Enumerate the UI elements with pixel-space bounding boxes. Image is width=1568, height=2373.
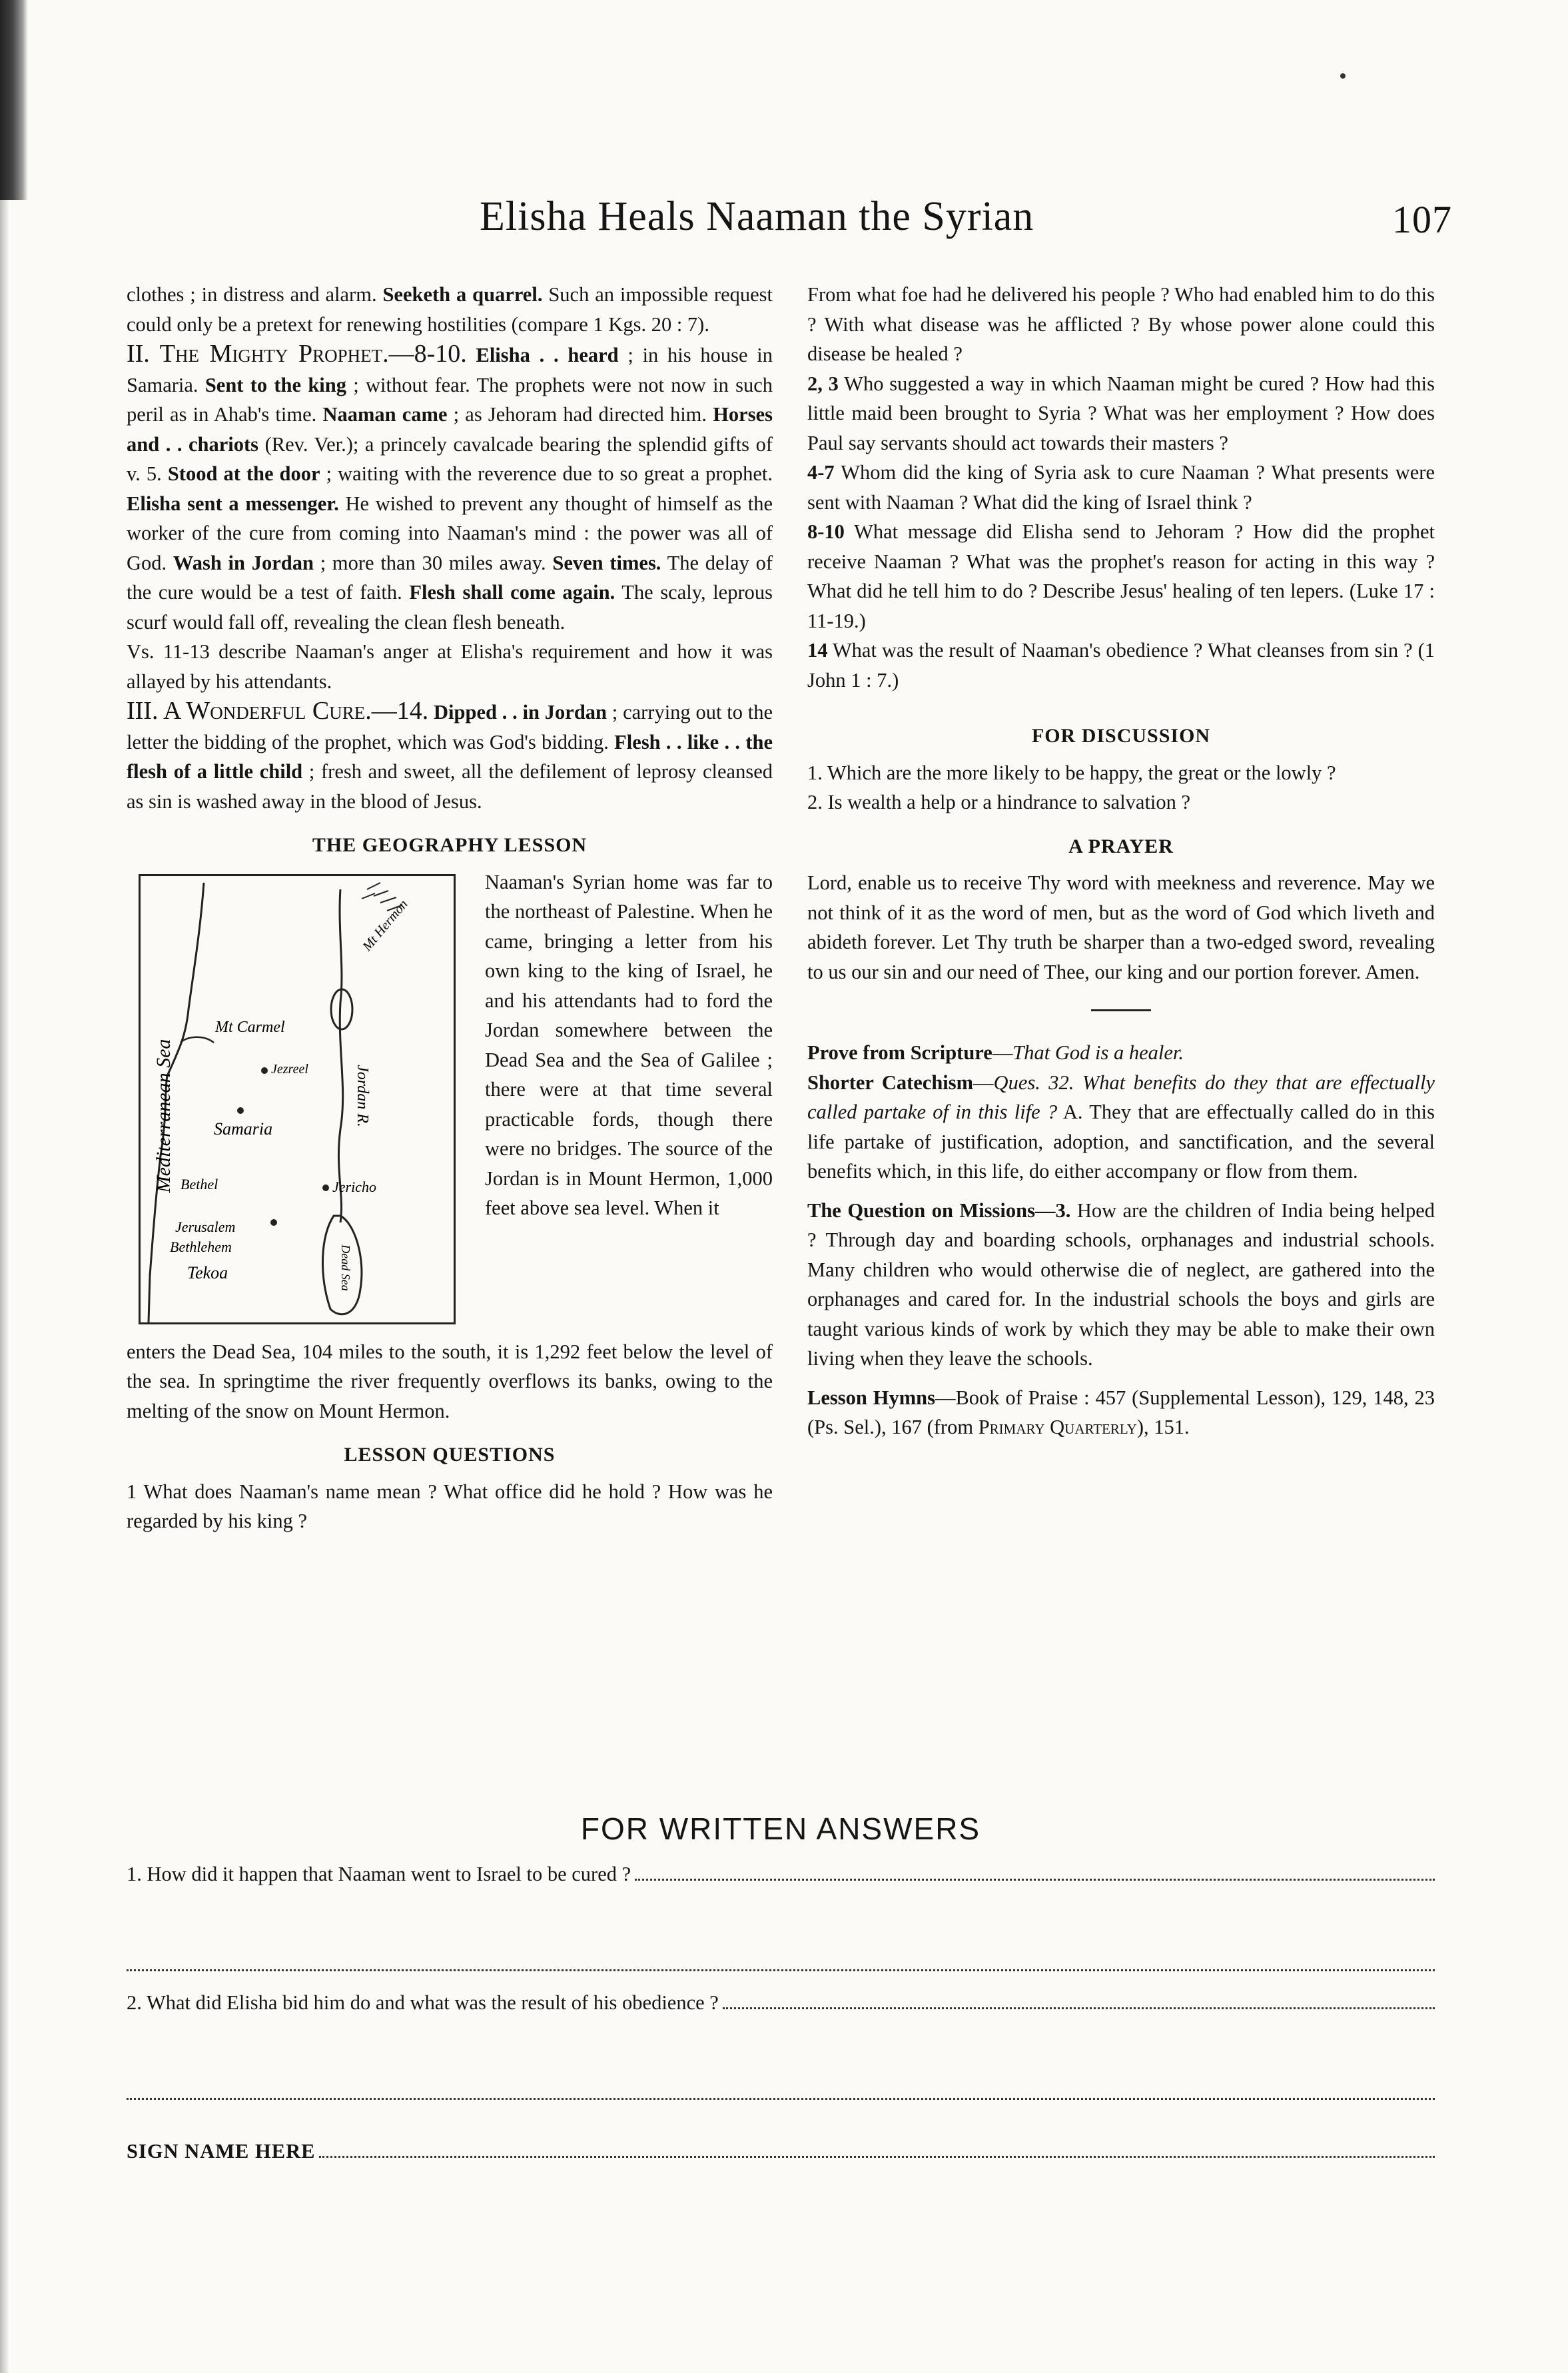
text-run: Who suggested a way in which Naaman might be cured ? How had this little maid been brought to Syria ? What was her employment ? How does Paul say servants should act towards their masters ? xyxy=(807,372,1435,454)
map-label-samaria: Samaria xyxy=(214,1119,273,1139)
ink-speck xyxy=(1340,73,1346,79)
text-run: Stood at the door xyxy=(167,462,320,485)
text-run: Primary Quarterly xyxy=(978,1416,1137,1438)
text-run: The Question on Missions—3. xyxy=(807,1198,1071,1222)
discussion-heading: FOR DISCUSSION xyxy=(1031,725,1211,747)
answer-line-2b[interactable] xyxy=(127,2031,1435,2100)
shorter-catechism xyxy=(807,1068,1435,1186)
text-run: ; without fear. The prophets were not now in such peril as in Ahab's time. xyxy=(127,373,773,426)
map-dot-samaria xyxy=(237,1107,244,1114)
text-run: Seven times. xyxy=(552,551,661,574)
text-run: ; waiting with the reverence due to so great a prophet. xyxy=(320,462,773,485)
prayer-text: Lord, enable us to receive Thy word with meekness and reverence. May we not think of it as the word of men, but as the word of God which liveth and abideth forever. Let Thy truth be sharper than a two-edged sword, revealing to us our sin and our need of Thee, our king and our portion forever. Amen. xyxy=(807,871,1435,983)
sign-name-label: SIGN NAME HERE xyxy=(127,2140,316,2162)
written-question-2 xyxy=(127,1991,1435,2031)
text-run: ; more than 30 miles away. xyxy=(313,551,553,574)
answer-line-1b[interactable] xyxy=(127,1903,1435,1971)
binding-edge xyxy=(0,0,28,200)
signature-line xyxy=(127,2140,1435,2163)
text-run: Naaman's Syrian home was far to the northeast of Palestine. When he came, bringing a letter from his own king to the king of Israel, he and his attendants had to ford the Jordan somewhere between the Dead Sea and the Sea of Galilee ; there were at that time several practicable fords, though there were no bridges. The source of the Jordan is in Mount Hermon, 1,000 feet above sea level. When it xyxy=(485,870,773,1219)
written-answers xyxy=(127,1811,1435,2163)
map-carmel-cape xyxy=(181,1037,214,1042)
text-run: Sent to the king xyxy=(204,373,346,396)
text-run: Lesson Hymns xyxy=(807,1386,935,1409)
lesson-hymns xyxy=(807,1383,1435,1442)
map-label-jezreel: Jezreel xyxy=(271,1061,308,1077)
section-divider xyxy=(1091,1009,1151,1011)
text-run: That God is a healer. xyxy=(1012,1041,1184,1064)
text-run: The scaly, leprous scurf would fall off, revealing the clean flesh beneath. xyxy=(127,581,773,634)
prove-from-scripture xyxy=(807,1038,1435,1068)
text-run: What message did Elisha send to Jehoram ? How did the prophet receive Naaman ? What was the prophet's reason for acting in this way ? What did he tell him to do ? Describe Jesus' healing of ten lepers. (Luke 17 : 11-19.) xyxy=(807,520,1435,632)
map-label-jericho: Jericho xyxy=(332,1178,376,1195)
text-run: He wished to prevent any thought of himself as the worker of the cure from coming into Naaman's mind : the power was all of God. xyxy=(127,492,773,574)
question-1-cont xyxy=(807,280,1435,369)
text-run: 1 What does Naaman's name mean ? What office did he hold ? How was he regarded by his king ? xyxy=(127,1480,773,1532)
binding-shadow xyxy=(0,200,9,2373)
text-run: 8-10 xyxy=(807,520,845,543)
text-run: A. They that are effectually called do in this life partake of justification, adoption, and sanctification, and the several benefits which, in this life, do either accompany or flow from them. xyxy=(807,1101,1435,1183)
geography-side-text xyxy=(485,867,773,1223)
text-run: Naaman came xyxy=(322,403,448,426)
text-run: Flesh . . like . . the flesh of a little child xyxy=(127,730,773,783)
right-column xyxy=(807,280,1435,1442)
text-run: Dipped . . in Jordan xyxy=(428,701,607,723)
text-run: ; in his house in Samaria. xyxy=(127,344,773,396)
answer-line-2a[interactable] xyxy=(723,1993,1435,2009)
page-header xyxy=(466,193,1452,253)
page-title: Elisha Heals Naaman the Syrian xyxy=(480,194,1034,239)
map-dot-jezreel xyxy=(261,1067,268,1074)
written-question-1-text: 1. How did it happen that Naaman went to Israel to be cured ? xyxy=(127,1863,631,1885)
page-number: 107 xyxy=(1392,198,1452,241)
text-run: clothes ; in distress and alarm. xyxy=(127,283,383,306)
text-run: What was the result of Naaman's obedience ? What cleanses from sin ? (1 John 1 : 7.) xyxy=(807,639,1435,692)
left-column xyxy=(127,280,773,1536)
map-label-carmel: Mt Carmel xyxy=(215,1018,285,1036)
text-run: Ques. 32. What benefits do they that are effectually called partake of in this life ? xyxy=(807,1071,1435,1123)
section-mighty-prophet xyxy=(127,339,773,637)
paragraph-anger xyxy=(127,637,773,696)
question-on-missions xyxy=(807,1196,1435,1374)
text-run: ; carrying out to the letter the bidding of the prophet, which was God's bidding. xyxy=(127,701,773,753)
text-run: Elisha . . heard xyxy=(466,344,619,366)
text-run: Shorter Catechism xyxy=(807,1071,974,1094)
map-label-bethlehem: Bethlehem xyxy=(170,1238,232,1255)
text-run: 14 xyxy=(807,639,828,662)
palestine-map xyxy=(139,874,456,1324)
text-run: ; as Jehoram had directed him. xyxy=(447,403,713,426)
text-run: The delay of the cure would be a test of faith. xyxy=(127,551,773,604)
question-1 xyxy=(127,1477,773,1536)
text-run: 2, 3 xyxy=(807,372,839,395)
question-8-10 xyxy=(807,517,1435,636)
text-run: —Book of Praise : 457 (Supplemental Lesson), 129, 148, 23 (Ps. Sel.), 167 (from xyxy=(807,1386,1435,1438)
map-dot-jericho xyxy=(322,1185,329,1191)
prayer-heading: A PRAYER xyxy=(1068,835,1174,857)
text-run: Elisha sent a messenger. xyxy=(127,492,339,515)
text-run: How are the children of India being helped ? Through day and boarding schools, orphanages and industrial schools. Many children who would otherwise die of neglect, are gathered into the orphanages and cared for. In the industrial schools the boys and girls are taught various kinds of work by which they may be able to make their own living when they leave the schools. xyxy=(807,1198,1435,1370)
text-run: Such an impossible request could only be a pretext for renewing hostilities (compare 1 Kgs. 20 : 7). xyxy=(127,283,773,336)
text-run: Flesh shall come again. xyxy=(409,581,615,604)
map-label-jordan: Jordan R. xyxy=(354,1064,371,1127)
text-run: Wash in Jordan xyxy=(173,551,314,574)
written-question-2-text: 2. What did Elisha bid him do and what was the result of his obedience ? xyxy=(127,1991,719,2014)
text-run: II. The Mighty Prophet.—8-10. xyxy=(127,340,467,368)
text-run: — xyxy=(973,1071,994,1094)
map-label-dead-sea: Dead Sea xyxy=(339,1244,352,1291)
answer-line-1a[interactable] xyxy=(635,1864,1435,1881)
text-run: (Rev. Ver.); a princely cavalcade bearing the splendid gifts of v. 5. xyxy=(127,432,773,485)
geography-heading: THE GEOGRAPHY LESSON xyxy=(312,834,588,856)
text-run: Seeketh a quarrel. xyxy=(382,283,543,306)
text-run: Prove from Scripture xyxy=(807,1041,992,1064)
text-run: 4-7 xyxy=(807,461,835,484)
map-label-jerusalem: Jerusalem xyxy=(175,1218,236,1235)
text-run: — xyxy=(992,1041,1013,1064)
section-wonderful-cure xyxy=(127,696,773,816)
text-run: enters the Dead Sea, 104 miles to the south, it is 1,292 feet below the level of the sea. In springtime the river frequently overflows its banks, owing to the melting of the snow on Mount Hermon. xyxy=(127,1340,773,1422)
text-run: ), 151. xyxy=(1136,1416,1190,1438)
written-question-1 xyxy=(127,1863,1435,1903)
signature-field[interactable] xyxy=(319,2141,1435,2158)
text-run: III. A Wonderful Cure.—14. xyxy=(127,697,429,725)
geography-continued xyxy=(127,1337,773,1426)
text-run: Vs. 11-13 describe Naaman's anger at Elisha's requirement and how it was allayed by his attendants. xyxy=(127,640,773,693)
text-run: Horses and . . chariots xyxy=(127,403,773,456)
question-14 xyxy=(807,636,1435,695)
text-run: Whom did the king of Syria ask to cure Naaman ? What presents were sent with Naaman ? What did the king of Israel think ? xyxy=(807,461,1435,514)
geography-block xyxy=(127,867,773,1337)
map-jordan-river xyxy=(338,889,342,1222)
text-run: ; fresh and sweet, all the defilement of leprosy cleansed as sin is washed away in the blood of Jesus. xyxy=(127,760,773,813)
lesson-questions-heading: LESSON QUESTIONS xyxy=(344,1444,556,1466)
map-label-bethel: Bethel xyxy=(181,1175,218,1192)
map-label-hermon: Mt Hermon xyxy=(360,897,411,954)
map-label-sea: Mediterranean Sea xyxy=(153,1039,175,1192)
question-4-7 xyxy=(807,458,1435,517)
discussion-1: 1. Which are the more likely to be happy, the great or the lowly ? xyxy=(807,761,1336,784)
discussion-2: 2. Is wealth a help or a hindrance to salvation ? xyxy=(807,791,1191,813)
map-dot-jerusalem xyxy=(270,1219,277,1226)
text-run: From what foe had he delivered his people ? Who had enabled him to do this ? With what disease was he afflicted ? By whose power alone could this disease be healed ? xyxy=(807,283,1435,365)
map-label-tekoa: Tekoa xyxy=(187,1262,228,1282)
written-answers-title: FOR WRITTEN ANSWERS xyxy=(580,1811,981,1846)
map-drawing xyxy=(141,876,454,1322)
paragraph-quarrel xyxy=(127,280,773,339)
question-2-3 xyxy=(807,369,1435,458)
